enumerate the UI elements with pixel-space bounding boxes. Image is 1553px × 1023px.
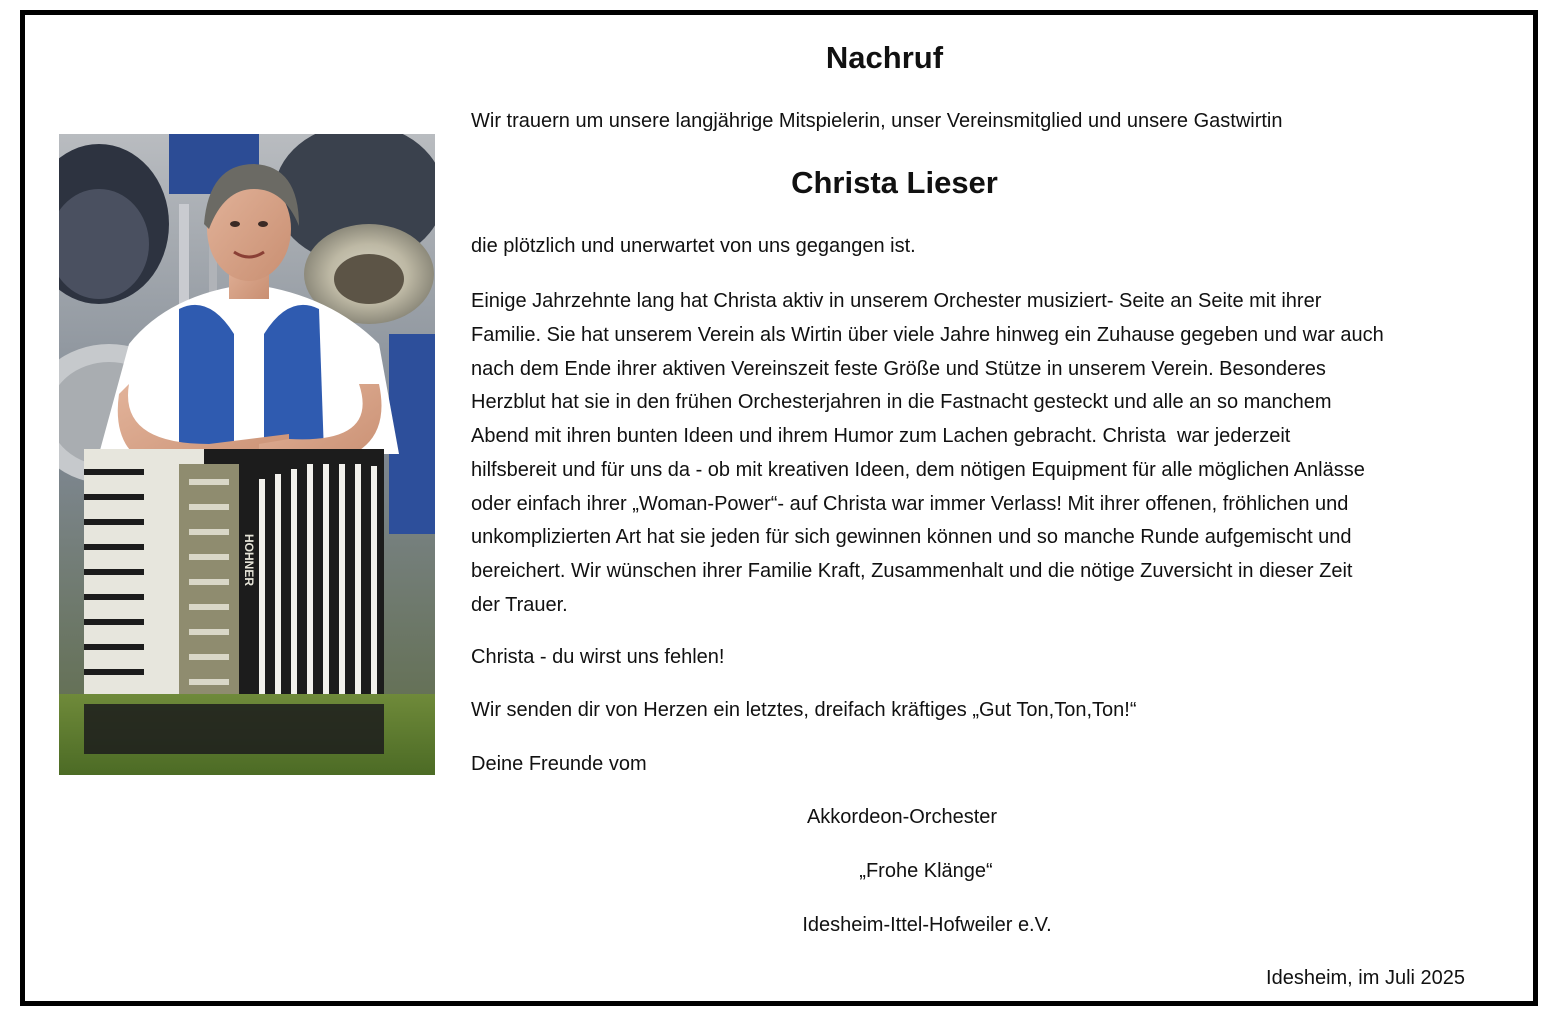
body-line: der Trauer. [471,593,568,616]
subline-text: die plötzlich und unerwartet von uns gegangen ist. [471,235,916,257]
body-line: Herzblut hat sie in den frühen Orchesterjahren in die Fastnacht gesteckt und alle an so manchem [471,391,1332,414]
place-date: Idesheim, im Juli 2025 [1266,967,1465,989]
deceased-name: Christa Lieser [791,165,998,200]
body-line: Abend mit ihren bunten Ideen und ihrem Humor zum Lachen gebracht. Christa war jederzeit [471,425,1291,447]
org-name-line2: „Frohe Klänge“ [859,860,993,882]
body-line: unkomplizierten Art hat sie jeden für sich gewinnen können und so manche Runde aufgemischt und [471,526,1352,549]
signoff-text: Deine Freunde vom [471,753,647,775]
body-line: Familie. Sie hat unserem Verein als Wirtin über viele Jahre hinweg ein Zuhause gegeben und war auch [471,323,1384,346]
body-paragraph [471,285,1481,623]
org-name-line3: Idesheim-Ittel-Hofweiler e.V. [802,914,1052,936]
page-title: Nachruf [825,40,944,75]
body-line: oder einfach ihrer „Woman-Power“- auf Christa war immer Verlass! Mit ihrer offenen, fröhlichen und [471,492,1349,515]
intro-text: Wir trauern um unsere langjährige Mitspielerin, unser Vereinsmitglied und unsere Gastwirtin [471,110,1283,132]
greeting-text: Wir senden dir von Herzen ein letztes, dreifach kräftiges „Gut Ton,Ton,Ton!“ [471,699,1137,721]
org-name-line1: Akkordeon-Orchester [806,806,998,828]
accordion-brand-label: HOHNER [242,534,256,587]
body-line: Einige Jahrzehnte lang hat Christa aktiv in unserem Orchester musiziert- Seite an Seite mit ihrer [471,290,1322,312]
body-line: nach dem Ende ihrer aktiven Vereinszeit feste Größe und Stütze in unserem Verein. Besonderes [471,357,1326,380]
farewell-text: Christa - du wirst uns fehlen! [471,646,725,668]
portrait-photo [59,134,435,775]
body-line: hilfsbereit und für uns da - ob mit kreativen Ideen, dem nötigen Equipment für alle möglichen Anlässe [471,458,1365,481]
body-line: bereichert. Wir wünschen ihrer Familie Kraft, Zusammenhalt und die nötige Zuversicht in dieser Zeit [471,560,1353,582]
